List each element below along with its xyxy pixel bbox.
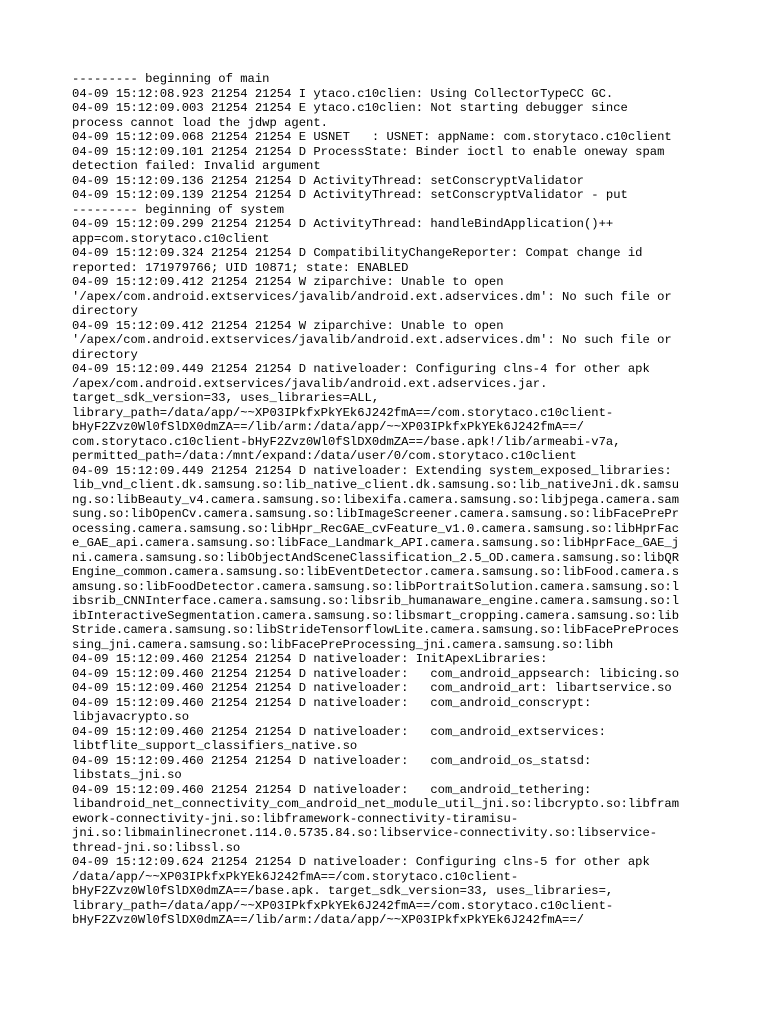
log-line: libstats_jni.so [72,768,182,782]
log-line: 04-09 15:12:09.460 21254 21254 D nativeloader: com_android_conscrypt: [72,695,592,710]
log-line: 04-09 15:12:09.460 21254 21254 D nativeloader: com_android_tethering: [72,782,592,797]
log-line: ibsrib_CNNInterface.camera.samsung.so:libsrib_humanaware_engine.camera.samsung.so:l [72,594,680,608]
log-line: 04-09 15:12:09.460 21254 21254 D nativeloader: com_android_art: libartservice.so [72,681,672,695]
log-line: 04-09 15:12:09.139 21254 21254 D ActivityThread: setConscryptValidator - put [72,188,628,202]
log-line: 04-09 15:12:09.460 21254 21254 D nativeloader: com_android_appsearch: libicing.so [72,666,680,681]
log-line: libandroid_net_connectivity_com_android_net_module_util_jni.so:libcrypto.so:libfram [72,797,680,811]
log-line: app=com.storytaco.c10client [72,231,270,246]
log-text-block [72,72,702,928]
log-line: sung.so:libOpenCv.camera.samsung.so:libImageScreener.camera.samsung.so:libFacePrePr [72,507,680,521]
log-line: library_path=/data/app/~~XP03IPkfxPkYEk6J242fmA==/com.storytaco.c10client- [72,405,614,420]
log-line: ibInteractiveSegmentation.camera.samsung.so:libsmart_cropping.camera.samsung.so:lib [72,608,680,623]
log-line: 04-09 15:12:09.136 21254 21254 D ActivityThread: setConscryptValidator [72,173,584,188]
log-line: sing_jni.camera.samsung.so:libFacePreProcessing_jni.camera.samsung.so:libh [72,637,614,652]
log-line: lib_vnd_client.dk.samsung.so:lib_native_client.dk.samsung.so:lib_nativeJni.dk.samsu [72,478,680,492]
log-line: directory [72,304,138,318]
log-line: libtflite_support_classifiers_native.so [72,739,358,753]
log-line: 04-09 15:12:09.324 21254 21254 D CompatibilityChangeReporter: Compat change id [72,246,643,260]
log-line: jni.so:libmainlinecronet.114.0.5735.84.so:libservice-connectivity.so:libservice- [72,826,658,840]
log-line: Stride.camera.samsung.so:libStrideTensorflowLite.camera.samsung.so:libFacePreProces [72,623,680,637]
log-line: 04-09 15:12:09.299 21254 21254 D ActivityThread: handleBindApplication()++ [72,217,614,231]
log-line: '/apex/com.android.extservices/javalib/android.ext.adservices.dm': No such file or [72,289,672,304]
log-line: 04-09 15:12:09.449 21254 21254 D nativeloader: Configuring clns-4 for other apk [72,362,650,376]
log-line: 04-09 15:12:09.460 21254 21254 D nativeloader: com_android_extservices: [72,724,606,739]
log-line: detection failed: Invalid argument [72,159,321,173]
log-line: 04-09 15:12:09.003 21254 21254 E ytaco.c10clien: Not starting debugger since [72,101,628,115]
log-line: --------- beginning of main [72,72,270,86]
log-line: bHyF2Zvz0Wl0fSlDX0dmZA==/lib/arm:/data/app/~~XP03IPkfxPkYEk6J242fmA==/ [72,420,584,434]
log-line: 04-09 15:12:09.068 21254 21254 E USNET : USNET: appName: com.storytaco.c10client [72,130,672,144]
log-line: '/apex/com.android.extservices/javalib/android.ext.adservices.dm': No such file or [72,333,672,347]
log-line: ework-connectivity-jni.so:libframework-connectivity-tiramisu- [72,811,519,826]
log-line: 04-09 15:12:09.101 21254 21254 D ProcessState: Binder ioctl to enable oneway spam [72,144,665,159]
log-line: /data/app/~~XP03IPkfxPkYEk6J242fmA==/com.storytaco.c10client- [72,869,519,884]
log-line: reported: 171979766; UID 10871; state: ENABLED [72,260,409,275]
log-line: 04-09 15:12:09.460 21254 21254 D nativeloader: com_android_os_statsd: [72,753,592,768]
log-line: bHyF2Zvz0Wl0fSlDX0dmZA==/lib/arm:/data/app/~~XP03IPkfxPkYEk6J242fmA==/ [72,913,584,927]
log-line: process cannot load the jdwp agent. [72,115,328,130]
log-line: ni.camera.samsung.so:libObjectAndSceneClassification_2.5_OD.camera.samsung.so:libQR [72,550,680,565]
log-line: e_GAE_api.camera.samsung.so:libFace_Landmark_API.camera.samsung.so:libHprFace_GAE_j [72,536,680,550]
log-line: com.storytaco.c10client-bHyF2Zvz0Wl0fSlDX0dmZA==/base.apk!/lib/armeabi-v7a, [72,434,621,449]
log-line: /apex/com.android.extservices/javalib/android.ext.adservices.jar. [72,376,548,391]
log-line: ocessing.camera.samsung.so:libHpr_RecGAE_cvFeature_v1.0.camera.samsung.so:libHprFac [72,521,680,536]
log-line: thread-jni.so:libssl.so [72,840,241,855]
log-line: library_path=/data/app/~~XP03IPkfxPkYEk6J242fmA==/com.storytaco.c10client- [72,898,614,913]
log-line: 04-09 15:12:09.412 21254 21254 W ziparchive: Unable to open [72,318,504,333]
log-line: 04-09 15:12:09.624 21254 21254 D nativeloader: Configuring clns-5 for other apk [72,855,650,869]
log-line: 04-09 15:12:09.449 21254 21254 D nativeloader: Extending system_exposed_libraries: [72,463,672,478]
document-page [72,72,702,928]
log-line: bHyF2Zvz0Wl0fSlDX0dmZA==/base.apk. target_sdk_version=33, uses_libraries=, [72,884,614,898]
log-line: Engine_common.camera.samsung.so:libEventDetector.camera.samsung.so:libFood.camera.s [72,565,680,579]
log-line: permitted_path=/data:/mnt/expand:/data/user/0/com.storytaco.c10client [72,449,577,463]
log-line: 04-09 15:12:09.412 21254 21254 W ziparchive: Unable to open [72,275,504,289]
log-line: libjavacrypto.so [72,710,190,724]
log-line: target_sdk_version=33, uses_libraries=ALL, [72,391,380,405]
log-line: amsung.so:libFoodDetector.camera.samsung.so:libPortraitSolution.camera.samsung.so:l [72,579,680,594]
log-line: --------- beginning of system [72,202,285,217]
log-line: directory [72,347,138,362]
log-line: ng.so:libBeauty_v4.camera.samsung.so:libexifa.camera.samsung.so:libjpega.camera.sam [72,492,680,507]
log-line: 04-09 15:12:09.460 21254 21254 D nativeloader: InitApexLibraries: [72,652,548,666]
log-line: 04-09 15:12:08.923 21254 21254 I ytaco.c10clien: Using CollectorTypeCC GC. [72,86,614,101]
